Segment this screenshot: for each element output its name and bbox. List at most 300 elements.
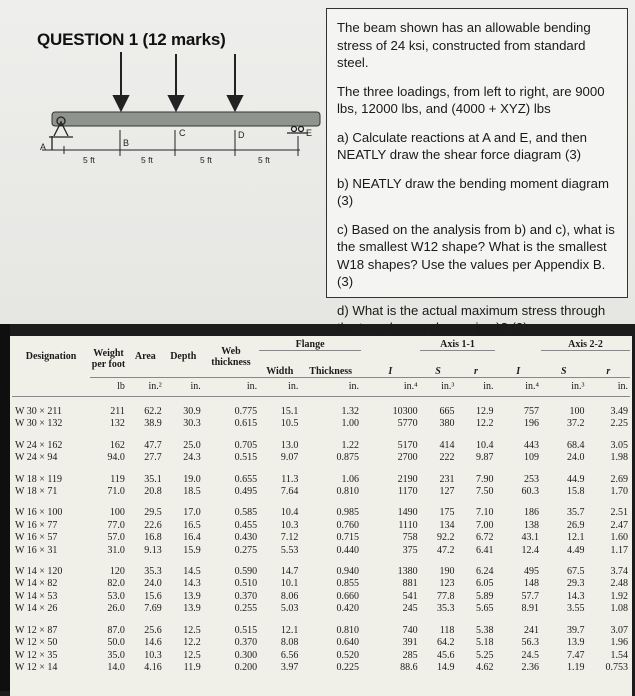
table-cell: 0.585 xyxy=(234,507,258,519)
group-spacer-cell xyxy=(12,616,630,625)
point-label-c: C xyxy=(179,128,186,138)
table-cell: 12.2 xyxy=(183,637,201,649)
table-row xyxy=(12,545,630,557)
table-cell: 0.495 xyxy=(234,486,258,498)
table-cell: 757 xyxy=(524,406,539,417)
table-cell: 0.430 xyxy=(234,532,258,544)
designation-cell: W 12 × 50 xyxy=(15,637,58,649)
table-cell: 10300 xyxy=(392,406,418,417)
table-cell: 5170 xyxy=(397,439,418,451)
table-cell: 0.200 xyxy=(234,661,258,673)
table-cell: 1.70 xyxy=(610,486,628,498)
table-cell: 10.3 xyxy=(280,519,299,531)
unit-s1: in.³ xyxy=(420,378,457,397)
table-cell: 43.1 xyxy=(521,532,539,544)
table-cell: 0.985 xyxy=(336,507,360,519)
header-s-axis1: S xyxy=(435,366,441,377)
table-cell: 109 xyxy=(524,452,539,464)
table-row xyxy=(12,578,630,590)
table-cell: 1.98 xyxy=(610,452,628,464)
header-area: Area xyxy=(134,351,156,362)
table-cell: 30.3 xyxy=(183,418,201,430)
table-cell: 13.9 xyxy=(567,637,585,649)
unit-flange-width: in. xyxy=(259,378,300,397)
designation-cell: W 14 × 120 xyxy=(15,566,63,578)
table-cell: 0.420 xyxy=(336,603,360,615)
table-cell: 0.705 xyxy=(234,439,258,451)
table-row xyxy=(12,603,630,615)
table-cell: 14.5 xyxy=(183,566,201,578)
units-row xyxy=(12,378,630,397)
table-cell: 414 xyxy=(439,439,455,451)
table-cell: 2.51 xyxy=(610,507,628,519)
question-textbox xyxy=(326,8,628,335)
header-axis-2-2: Axis 2-2 xyxy=(541,336,630,351)
beam xyxy=(52,112,320,126)
group-spacer xyxy=(12,557,630,566)
table-cell: 10.5 xyxy=(280,418,299,430)
table-cell: 665 xyxy=(439,406,455,417)
unit-r1: in. xyxy=(456,378,495,397)
question-intro: The beam shown has an allowable bending stress of 24 ksi, constructed from standard steel. xyxy=(337,20,591,70)
table-cell: 1170 xyxy=(397,486,418,498)
question-title: QUESTION 1 (12 marks) xyxy=(37,30,226,49)
table-cell: 24.5 xyxy=(521,649,539,661)
table-cell: 241 xyxy=(524,624,539,636)
table-cell: 35.3 xyxy=(144,566,162,578)
table-cell: 8.91 xyxy=(521,603,539,615)
table-row xyxy=(12,440,630,452)
table-cell: 0.370 xyxy=(234,590,258,602)
table-cell: 123 xyxy=(439,578,455,590)
header-r-axis1: r xyxy=(474,366,478,377)
load-arrow-1 xyxy=(114,52,128,110)
table-cell: 100 xyxy=(109,507,125,519)
table-cell: 18.5 xyxy=(183,486,201,498)
table-cell: 7.69 xyxy=(144,603,162,615)
table-cell: 14.3 xyxy=(567,590,585,602)
table-cell: 5.03 xyxy=(280,603,299,615)
unit-s2: in.³ xyxy=(541,378,587,397)
table-cell: 3.55 xyxy=(567,603,585,615)
table-cell: 3.49 xyxy=(610,406,628,417)
table-cell: 50.0 xyxy=(107,637,125,649)
header-depth: Depth xyxy=(170,351,197,362)
table-cell: 8.06 xyxy=(280,590,299,602)
table-cell: 0.615 xyxy=(234,418,258,430)
header-weight: Weight per foot xyxy=(91,347,126,370)
table-cell: 7.12 xyxy=(280,532,299,544)
table-cell: 0.660 xyxy=(336,590,360,602)
designation-cell: W 16 × 77 xyxy=(15,519,58,531)
table-cell: 0.370 xyxy=(234,637,258,649)
table-cell: 0.810 xyxy=(336,486,360,498)
table-cell: 380 xyxy=(439,418,455,430)
table-cell: 17.0 xyxy=(183,507,201,519)
table-cell: 495 xyxy=(524,566,539,578)
header-designation: Designation xyxy=(25,351,77,363)
table-cell: 375 xyxy=(402,544,418,556)
table-cell: 1.06 xyxy=(341,473,360,485)
table-cell: 19.0 xyxy=(183,473,201,485)
table-cell: 2.48 xyxy=(610,578,628,590)
table-cell: 138 xyxy=(524,519,539,531)
table-cell: 0.455 xyxy=(234,519,258,531)
table-cell: 10.4 xyxy=(475,439,494,451)
group-spacer xyxy=(12,498,630,507)
table-row xyxy=(12,507,630,519)
table-cell: 35.3 xyxy=(436,603,455,615)
table-cell: 77.8 xyxy=(436,590,455,602)
table-cell: 47.7 xyxy=(144,439,162,451)
unit-area: in.² xyxy=(127,378,164,397)
group-spacer xyxy=(12,465,630,474)
table-cell: 39.7 xyxy=(567,624,585,636)
table-cell: 13.0 xyxy=(280,439,299,451)
table-cell: 35.1 xyxy=(144,473,162,485)
table-cell: 6.56 xyxy=(280,649,299,661)
table-cell: 0.810 xyxy=(336,624,360,636)
table-cell: 1.92 xyxy=(610,590,628,602)
table-cell: 77.0 xyxy=(107,519,125,531)
table-cell: 25.6 xyxy=(144,624,162,636)
point-label-e: E xyxy=(306,128,313,138)
table-cell: 2.25 xyxy=(610,418,628,430)
table-cell: 29.5 xyxy=(144,507,162,519)
designation-cell: W 14 × 82 xyxy=(15,578,58,590)
table-row xyxy=(12,474,630,486)
table-cell: 9.13 xyxy=(144,544,162,556)
table-cell: 3.07 xyxy=(610,624,628,636)
designation-cell: W 14 × 26 xyxy=(15,603,58,615)
group-spacer-cell xyxy=(12,431,630,440)
table-cell: 10.4 xyxy=(280,507,299,519)
designation-cell: W 24 × 94 xyxy=(15,452,58,464)
table-cell: 26.0 xyxy=(107,603,125,615)
table-cell: 16.8 xyxy=(144,532,162,544)
table-cell: 190 xyxy=(439,566,455,578)
point-label-b: B xyxy=(123,138,130,148)
designation-cell: W 12 × 87 xyxy=(15,624,58,636)
table-row xyxy=(12,532,630,544)
table-cell: 0.655 xyxy=(234,473,258,485)
table-cell: 12.5 xyxy=(183,624,201,636)
table-cell: 2.69 xyxy=(610,473,628,485)
table-row xyxy=(12,566,630,578)
roller-support-e xyxy=(287,127,308,134)
table-cell: 14.6 xyxy=(144,637,162,649)
table-cell: 285 xyxy=(402,649,418,661)
table-cell: 56.3 xyxy=(521,637,539,649)
table-cell: 231 xyxy=(439,473,455,485)
point-label-a: A xyxy=(40,142,47,152)
table-cell: 4.62 xyxy=(475,661,494,673)
table-cell: 5.89 xyxy=(475,590,494,602)
designation-cell: W 30 × 132 xyxy=(15,418,63,430)
table-cell: 67.5 xyxy=(567,566,585,578)
table-cell: 120 xyxy=(109,566,125,578)
group-spacer-cell xyxy=(12,557,630,566)
table-cell: 7.00 xyxy=(475,519,494,531)
steel-properties-sheet xyxy=(10,336,632,696)
table-cell: 1.32 xyxy=(341,406,360,417)
table-cell: 5770 xyxy=(397,418,418,430)
designation-cell: W 30 × 211 xyxy=(15,406,63,417)
group-spacer xyxy=(12,431,630,440)
table-cell: 8.08 xyxy=(280,637,299,649)
table-cell: 0.520 xyxy=(336,649,360,661)
table-cell: 9.07 xyxy=(280,452,299,464)
table-cell: 127 xyxy=(439,486,455,498)
table-cell: 5.38 xyxy=(475,624,494,636)
header-i-axis1: I xyxy=(388,366,393,377)
table-cell: 0.875 xyxy=(336,452,360,464)
table-row xyxy=(12,486,630,498)
designation-cell: W 24 × 162 xyxy=(15,439,63,451)
table-cell: 740 xyxy=(402,624,418,636)
header-flange-thickness: Thickness xyxy=(309,366,353,377)
table-cell: 6.41 xyxy=(475,544,494,556)
table-cell: 1490 xyxy=(397,507,418,519)
header-spacer-2 xyxy=(495,336,541,351)
table-cell: 38.9 xyxy=(144,418,162,430)
load-arrow-2 xyxy=(169,54,183,110)
table-cell: 1.17 xyxy=(610,544,628,556)
table-cell: 12.2 xyxy=(475,418,494,430)
span-label-1: 5 ft xyxy=(83,155,95,165)
table-cell: 1.19 xyxy=(567,661,585,673)
beam-diagram xyxy=(30,50,330,180)
table-cell: 0.590 xyxy=(234,566,258,578)
table-cell: 0.640 xyxy=(336,637,360,649)
question-part-a: a) Calculate reactions at A and E, and then NEATLY draw the shear force diagram (3) xyxy=(337,129,587,162)
point-label-d: D xyxy=(238,130,245,140)
question-part-c: c) Based on the analysis from b) and c), what is the smallest W12 shape? What is the smallest W18 shapes? Use the values per Appendix B. (3) xyxy=(337,221,615,289)
unit-web: in. xyxy=(203,378,259,397)
table-cell: 20.8 xyxy=(144,486,162,498)
table-cell: 12.9 xyxy=(475,406,494,417)
table-cell: 16.5 xyxy=(183,519,201,531)
header-flange-width: Width xyxy=(266,366,294,377)
table-cell: 1.00 xyxy=(341,418,360,430)
table-cell: 0.255 xyxy=(234,603,258,615)
table-cell: 71.0 xyxy=(107,486,125,498)
table-cell: 132 xyxy=(109,418,125,430)
question-part-d: d) What is the actual maximum stress through the two shapes chosen in c)? (3) xyxy=(337,302,606,335)
table-cell: 1.08 xyxy=(610,603,628,615)
unit-designation xyxy=(12,378,90,397)
table-cell: 12.1 xyxy=(280,624,299,636)
table-row xyxy=(12,591,630,603)
group-spacer-cell xyxy=(12,397,630,407)
table-cell: 881 xyxy=(402,578,418,590)
table-cell: 2700 xyxy=(397,452,418,464)
table-cell: 4.49 xyxy=(567,544,585,556)
table-cell: 24.0 xyxy=(567,452,585,464)
table-cell: 0.275 xyxy=(234,544,258,556)
table-cell: 211 xyxy=(110,406,125,417)
table-cell: 0.510 xyxy=(234,578,258,590)
unit-i1: in.⁴ xyxy=(361,378,420,397)
header-s-axis2: S xyxy=(560,366,567,377)
table-cell: 27.7 xyxy=(144,452,162,464)
table-cell: 175 xyxy=(439,507,455,519)
table-cell: 14.0 xyxy=(107,661,125,673)
table-cell: 29.3 xyxy=(567,578,585,590)
table-cell: 35.0 xyxy=(107,649,125,661)
table-cell: 0.515 xyxy=(234,624,258,636)
table-cell: 94.0 xyxy=(107,452,125,464)
table-cell: 0.940 xyxy=(336,566,360,578)
table-cell: 45.6 xyxy=(436,649,455,661)
table-cell: 6.24 xyxy=(475,566,494,578)
table-cell: 24.0 xyxy=(144,578,162,590)
group-spacer xyxy=(12,397,630,407)
table-row xyxy=(12,662,630,674)
table-cell: 5.18 xyxy=(475,637,494,649)
table-cell: 5.25 xyxy=(475,649,494,661)
table-cell: 53.0 xyxy=(107,590,125,602)
table-cell: 5.65 xyxy=(475,603,494,615)
table-cell: 15.8 xyxy=(567,486,585,498)
table-cell: 7.50 xyxy=(475,486,494,498)
unit-r2: in. xyxy=(587,378,630,397)
table-cell: 10.3 xyxy=(144,649,162,661)
table-cell: 0.715 xyxy=(336,532,360,544)
question-loadings: The three loadings, from left to right, are 9000 lbs, 12000 lbs, and (4000 + XYZ) lbs xyxy=(337,83,605,116)
unit-flange-thickness: in. xyxy=(300,378,361,397)
table-cell: 100 xyxy=(569,406,585,417)
table-cell: 68.4 xyxy=(567,439,585,451)
table-cell: 134 xyxy=(439,519,455,531)
unit-depth: in. xyxy=(164,378,203,397)
table-cell: 11.3 xyxy=(281,473,299,485)
table-row xyxy=(12,625,630,637)
table-cell: 1.96 xyxy=(610,637,628,649)
table-cell: 15.1 xyxy=(280,406,299,417)
group-spacer xyxy=(12,616,630,625)
table-cell: 92.2 xyxy=(436,532,455,544)
designation-cell: W 12 × 35 xyxy=(15,649,58,661)
table-cell: 119 xyxy=(110,473,125,485)
table-cell: 7.10 xyxy=(475,507,494,519)
header-i-axis2: I xyxy=(516,366,521,377)
table-cell: 0.440 xyxy=(336,544,360,556)
span-label-4: 5 ft xyxy=(258,155,270,165)
table-cell: 12.4 xyxy=(521,544,539,556)
table-cell: 0.855 xyxy=(336,578,360,590)
table-cell: 7.90 xyxy=(475,473,494,485)
table-cell: 118 xyxy=(439,624,455,636)
group-spacer-cell xyxy=(12,465,630,474)
table-cell: 3.74 xyxy=(610,566,628,578)
table-cell: 1110 xyxy=(398,519,418,531)
dimension-line xyxy=(42,130,300,156)
table-cell: 5.53 xyxy=(280,544,299,556)
table-row xyxy=(12,650,630,662)
table-cell: 0.300 xyxy=(234,649,258,661)
table-cell: 222 xyxy=(439,452,455,464)
table-cell: 4.16 xyxy=(144,661,162,673)
table-cell: 82.0 xyxy=(107,578,125,590)
unit-i2: in.⁴ xyxy=(495,378,541,397)
table-cell: 541 xyxy=(402,590,418,602)
table-cell: 30.9 xyxy=(183,406,201,417)
span-label-2: 5 ft xyxy=(141,155,153,165)
table-cell: 9.87 xyxy=(475,452,494,464)
table-cell: 1.54 xyxy=(610,649,628,661)
table-cell: 253 xyxy=(524,473,539,485)
table-cell: 57.7 xyxy=(521,590,539,602)
table-cell: 24.3 xyxy=(183,452,201,464)
table-cell: 15.6 xyxy=(144,590,162,602)
table-row xyxy=(12,452,630,464)
designation-cell: W 14 × 53 xyxy=(15,590,58,602)
table-cell: 14.3 xyxy=(183,578,201,590)
designation-cell: W 18 × 119 xyxy=(15,473,63,485)
table-cell: 0.225 xyxy=(336,661,360,673)
designation-cell: W 18 × 71 xyxy=(15,486,58,498)
table-cell: 13.9 xyxy=(183,590,201,602)
table-cell: 64.2 xyxy=(436,637,455,649)
table-cell: 60.3 xyxy=(521,486,539,498)
table-cell: 57.0 xyxy=(107,532,125,544)
table-row xyxy=(12,418,630,430)
header-web-thickness: Web thickness xyxy=(211,345,251,368)
table-cell: 186 xyxy=(524,507,539,519)
table-cell: 37.2 xyxy=(567,418,585,430)
table-cell: 0.753 xyxy=(605,661,628,673)
table-cell: 87.0 xyxy=(107,624,125,636)
steel-properties-table xyxy=(12,336,630,674)
designation-cell: W 16 × 31 xyxy=(15,544,58,556)
table-cell: 12.1 xyxy=(567,532,585,544)
header-spacer xyxy=(361,336,420,351)
table-row xyxy=(12,520,630,532)
table-cell: 3.05 xyxy=(610,439,628,451)
table-cell: 14.7 xyxy=(280,566,299,578)
table-cell: 443 xyxy=(524,439,539,451)
header-axis-1-1: Axis 1-1 xyxy=(420,336,496,351)
designation-cell: W 16 × 57 xyxy=(15,532,58,544)
table-cell: 2.47 xyxy=(610,519,628,531)
table-cell: 7.47 xyxy=(567,649,585,661)
designation-cell: W 16 × 100 xyxy=(15,507,63,519)
table-cell: 0.515 xyxy=(234,452,258,464)
table-cell: 12.5 xyxy=(183,649,201,661)
table-cell: 0.775 xyxy=(234,406,258,417)
table-cell: 14.9 xyxy=(436,661,455,673)
table-cell: 10.1 xyxy=(280,578,299,590)
table-cell: 391 xyxy=(402,637,418,649)
table-cell: 196 xyxy=(524,418,539,430)
table-row xyxy=(12,637,630,649)
table-cell: 11.9 xyxy=(183,661,201,673)
table-cell: 2190 xyxy=(397,473,418,485)
load-arrow-3 xyxy=(228,54,242,110)
table-cell: 88.6 xyxy=(400,661,418,673)
table-cell: 6.72 xyxy=(475,532,494,544)
table-cell: 26.9 xyxy=(567,519,585,531)
table-cell: 47.2 xyxy=(436,544,455,556)
unit-weight: lb xyxy=(90,378,127,397)
table-body xyxy=(12,397,630,675)
table-cell: 3.97 xyxy=(280,661,299,673)
photo-edge xyxy=(0,324,10,691)
span-label-3: 5 ft xyxy=(200,155,212,165)
table-cell: 62.2 xyxy=(144,406,162,417)
table-cell: 1.60 xyxy=(610,532,628,544)
